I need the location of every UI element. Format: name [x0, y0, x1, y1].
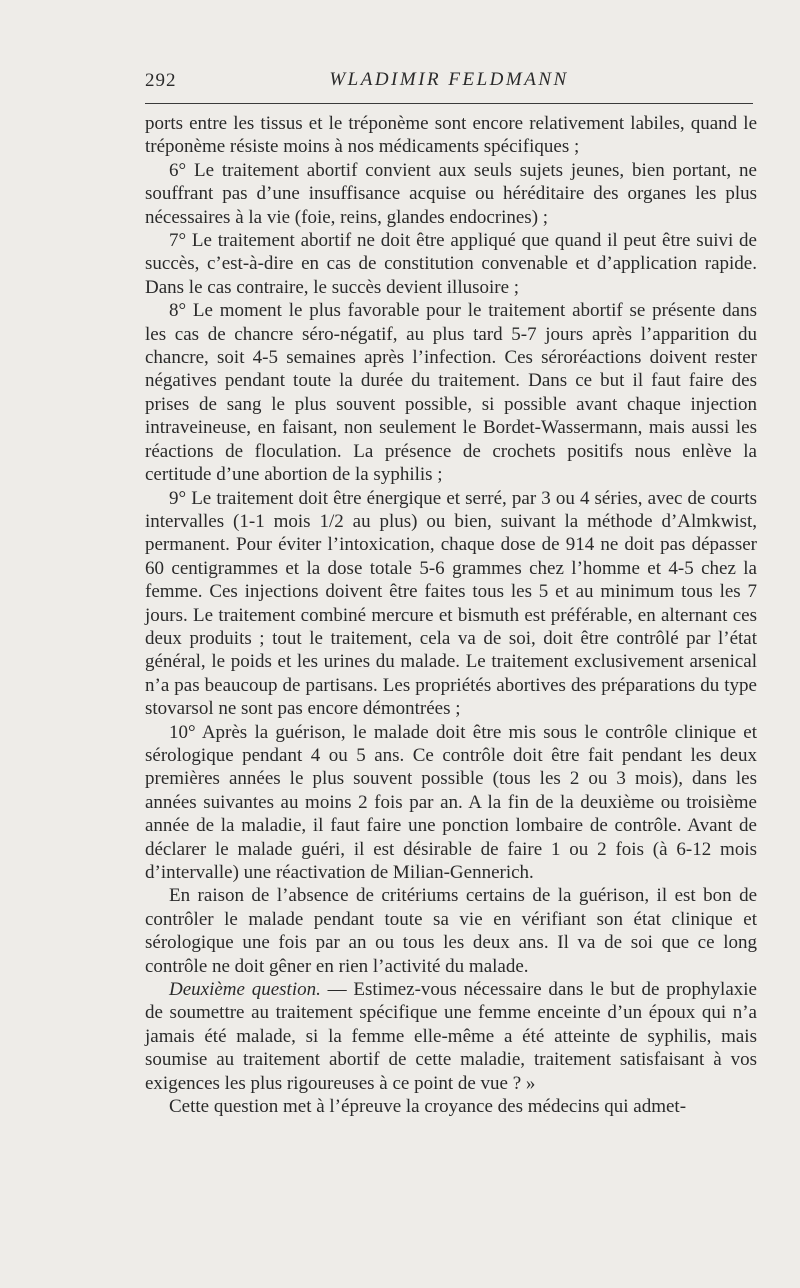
running-head: WLADIMIR FELDMANN: [329, 69, 569, 90]
paragraph-deuxieme-question: [145, 978, 757, 1095]
paragraph-final: Cette question met à l’épreuve la croyance des médecins qui admet-: [169, 1096, 687, 1118]
page-number: 292: [145, 70, 177, 91]
header-rule: [145, 103, 753, 104]
paragraph-item-6: 6° Le traitement abortif convient aux seuls sujets jeunes, bien portant, ne souffrant pas d’une insuffisance acquise ou héréditaire des organes les plus nécessaires à la vie (foie, reins, glandes endocrines) ;: [145, 159, 757, 228]
body-text: [145, 112, 757, 1118]
page-header: [145, 66, 753, 100]
paragraph-item-8: 8° Le moment le plus favorable pour le traitement abortif se présente dans les cas de chancre séro-négatif, au plus tard 5-7 jours après l’apparition du chancre, soit 4-5 semaines après l’infection. Ces séroréactions doivent rester négatives pendant toute la durée du traitement. Dans ce but il faut faire des prises de sang le plus souvent possible, si possible avant chaque injection intraveineuse, en faisant, non seulement le Bordet-Wassermann, mais aussi les réactions de floculation. La présence de crochets positifs nous enlève la certitude d’une abortion de la syphilis ;: [145, 300, 757, 486]
question-heading: Deuxième question.: [169, 979, 321, 1001]
paragraph-item-9: 9° Le traitement doit être énergique et serré, par 3 ou 4 séries, avec de courts intervalles (1-1 mois 1/2 au plus) ou bien, suivant la méthode d’Almkwist, permanent. Pour éviter l’intoxication, chaque dose de 914 ne doit pas dépasser 60 centigrammes et la dose totale 5-6 grammes chez l’homme et 4-5 chez la femme. Ces injections doivent être faites tous les 5 et au minimum tous les 7 jours. Le traitement combiné mercure et bismuth est préférable, en alternant ces deux produits ; tout le traitement, cela va de soi, doit être contrôlé par l’état général, le poids et les urines du malade. Le traitement exclusivement arsenical n’a pas beaucoup de partisans. Les propriétés abortives des préparations du type stovarsol ne sont pas encore démontrées ;: [145, 487, 757, 720]
paragraph-continuation: ports entre les tissus et le tréponème sont encore relativement labiles, quand le tréponème résiste moins à nos médicaments spécifiques ;: [145, 113, 757, 158]
question-text: — Estimez-vous nécessaire dans le but de prophylaxie de soumettre au traitement spécifique une femme enceinte d’un époux qui n’a jamais été malade, si la femme elle-même a été atteinte de syphilis, mais soumise au traitement abortif de cette maladie, traitement satisfaisant à vos exigences les plus rigoureuses à ce point de vue ? »: [145, 979, 757, 1094]
paragraph-item-7: 7° Le traitement abortif ne doit être appliqué que quand il peut être suivi de succès, c’est-à-dire en cas de constitution convenable et d’application rapide. Dans le cas contraire, le succès devient illusoire ;: [145, 230, 757, 298]
paragraph-item-10: 10° Après la guérison, le malade doit être mis sous le contrôle clinique et sérologique pendant 4 ou 5 ans. Ce contrôle doit être fait pendant les deux premières années le plus souvent possible (tous les 2 ou 3 mois), dans les années suivantes au moins 2 fois par an. A la fin de la deuxième ou troisième année de la maladie, il faut faire une ponction lombaire de contrôle. Avant de déclarer le malade guéri, il est désirable de faire 1 ou 2 fois (à 6-12 mois d’intervalle) une réactivation de Milian-Gennerich.: [145, 721, 757, 883]
paragraph-raison: En raison de l’absence de critériums certains de la guérison, il est bon de contrôler le malade pendant toute sa vie en vérifiant son état clinique et sérologique une fois par an ou tous les deux ans. Il va de soi que ce long contrôle ne doit gêner en rien l’activité du malade.: [145, 885, 757, 977]
